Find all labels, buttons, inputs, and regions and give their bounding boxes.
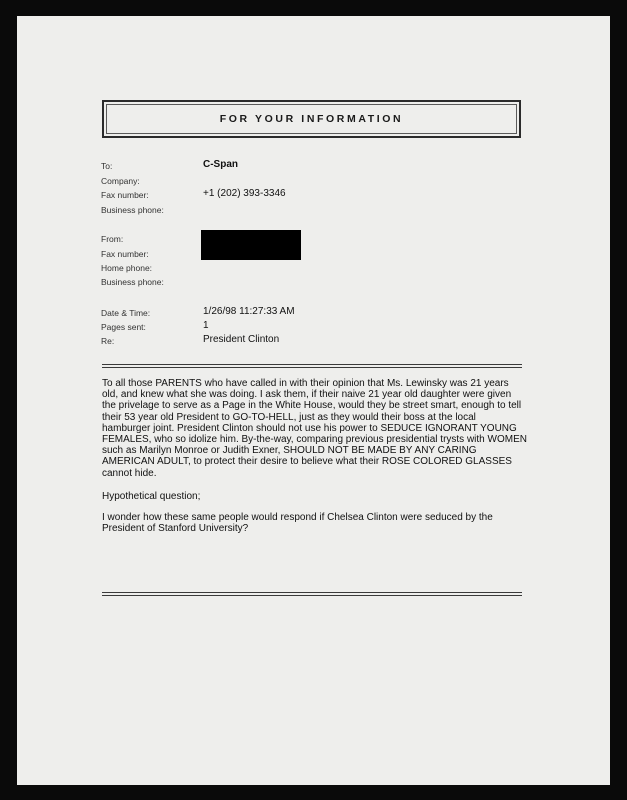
to-fax-value: +1 (202) 393-3346 [203, 188, 286, 199]
from-fax-label: Fax number: [101, 249, 149, 259]
to-value: C-Span [203, 159, 238, 170]
redaction-box [201, 230, 301, 260]
top-divider [102, 364, 522, 368]
fax-page [17, 16, 610, 785]
pages-value: 1 [203, 320, 209, 331]
re-label: Re: [101, 336, 115, 346]
bottom-divider [102, 592, 522, 596]
company-label: Company: [101, 176, 140, 186]
message-paragraph-1: To all those PARENTS who have called in with their opinion that Ms. Lewinsky was 21 years old, and knew what she was doing. I ask them, if their naive 21 year old daughter were given the privelage to serve as a Page in the White House, would they be street smart, enough to tell their 53 year old President to GO-TO-HELL, just as they would their boss at the local hamburger joint. President Clinton should not use his power to SEDUCE IGNORANT YOUNG FEMALES, who so idolize him. By-the-way, comparing previous presidential trysts with WOMEN such as Marilyn Monroe or Judith Exner, SHOULD NOT BE MADE BY ANY CARING AMERICAN ADULT, to protect their desire to believe what their ROSE COLORED GLASSES cannot hide. [102, 378, 527, 479]
message-paragraph-2: Hypothetical question; [102, 491, 201, 502]
message-paragraph-3: I wonder how these same people would respond if Chelsea Clinton were seduced by the President of Stanford University? [102, 512, 493, 535]
from-label: From: [101, 234, 124, 244]
date-label: Date & Time: [101, 308, 151, 318]
date-value: 1/26/98 11:27:33 AM [203, 306, 295, 317]
pages-label: Pages sent: [101, 322, 146, 332]
banner-title: FOR YOUR INFORMATION [219, 113, 404, 125]
to-business-phone-label: Business phone: [101, 205, 164, 215]
home-phone-label: Home phone: [101, 263, 153, 273]
to-label: To: [101, 161, 113, 171]
from-business-phone-label: Business phone: [101, 277, 164, 287]
re-value: President Clinton [203, 334, 280, 345]
fyi-banner [102, 100, 521, 138]
to-fax-label: Fax number: [101, 190, 149, 200]
